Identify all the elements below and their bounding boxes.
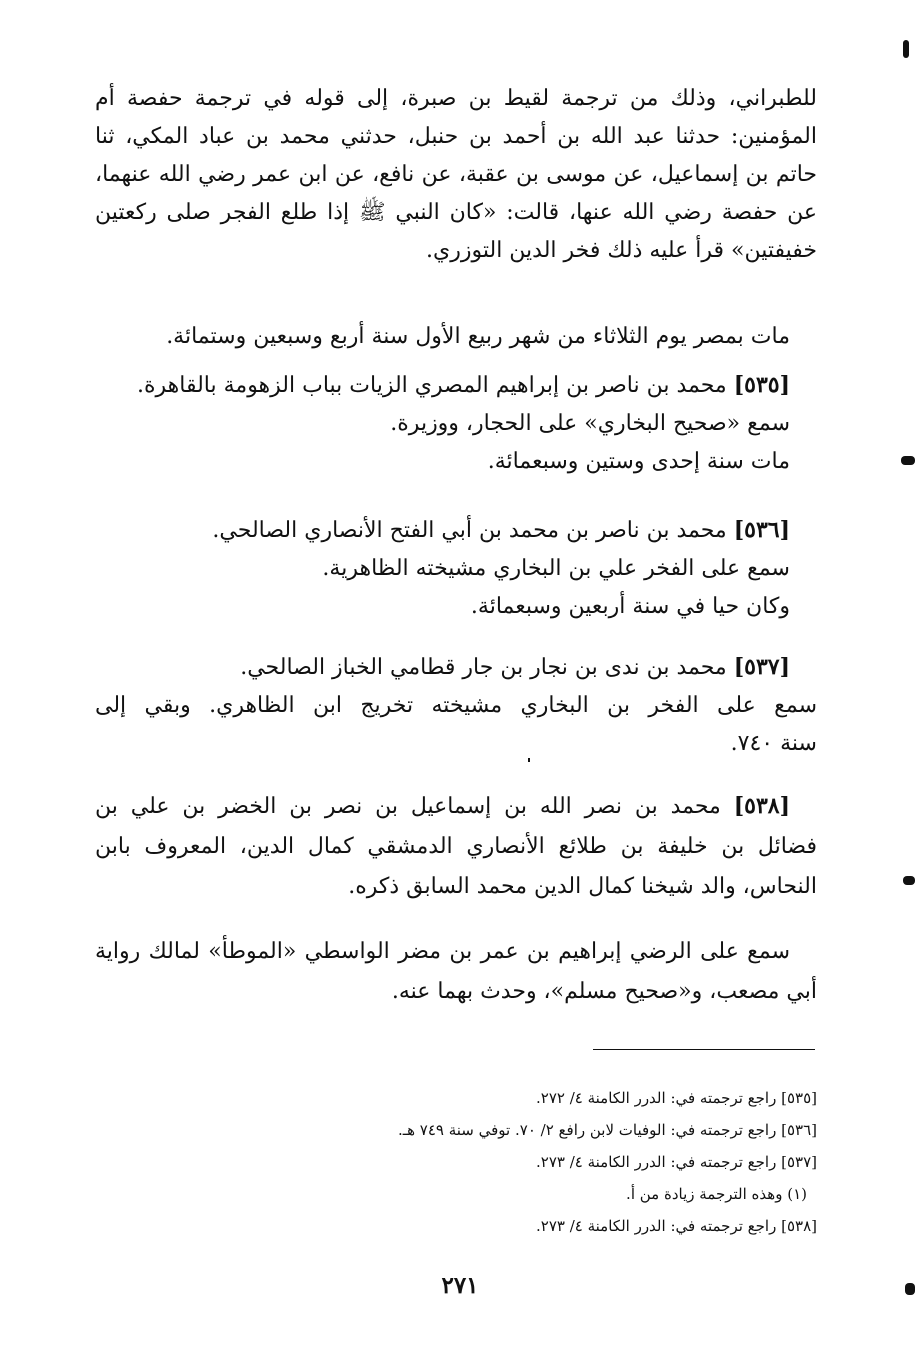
death-note — [95, 318, 790, 356]
scan-edge-mark — [903, 40, 909, 58]
text-line: خفيفتين» قرأ عليه ذلك فخر الدين التوزري. — [426, 238, 817, 263]
footnote: [٥٣٦] راجع ترجمته في: الوفيات لابن رافع ٢/ ٧٠. توفي سنة ٧٤٩ هـ. — [397, 1121, 817, 1139]
text-line: للطبراني، وذلك من ترجمة لقيط بن صبرة، إلى قوله في ترجمة حفصة أم — [95, 86, 817, 111]
text-line: مات سنة إحدى وستين وسبعمائة. — [487, 449, 790, 474]
text-line: النحاس، والد شيخنا كمال الدين محمد السابق ذكره. — [348, 874, 817, 899]
entry-538 — [95, 786, 817, 907]
entry-title: محمد بن ندى بن نجار بن جار قطامي الخباز الصالحي. — [240, 655, 727, 680]
entry-535 — [95, 366, 790, 481]
scan-edge-mark — [903, 876, 915, 885]
text-line: سمع «صحيح البخاري» على الحجار، ووزيرة. — [390, 411, 790, 436]
entry-heading — [95, 786, 817, 827]
text-line: المؤمنين: حدثنا عبد الله بن أحمد بن حنبل، حدثني محمد بن عباد المكي، ثنا — [95, 124, 817, 149]
entry-heading — [95, 366, 790, 405]
footnote: [٥٣٨] راجع ترجمته في: الدرر الكامنة ٤/ ٢٧٣. — [536, 1217, 817, 1235]
footnotes — [330, 1082, 817, 1242]
entry-heading — [95, 511, 790, 550]
text-line: حاتم بن إسماعيل، عن موسى بن عقبة، عن نافع، عن ابن عمر رضي الله عنهما، — [95, 162, 817, 187]
entry-title: محمد بن ناصر بن محمد بن أبي الفتح الأنصاري الصالحي. — [212, 518, 727, 543]
entry-title: محمد بن نصر الله بن إسماعيل بن نصر بن الخضر بن علي بن — [95, 794, 721, 819]
page-number: ٢٧١ — [441, 1272, 479, 1299]
text-line: سمع على الرضي إبراهيم بن عمر بن مضر الواسطي «الموطأ» لمالك رواية — [95, 939, 790, 964]
footnote: [٥٣٧] راجع ترجمته في: الدرر الكامنة ٤/ ٢٧٣. — [536, 1153, 817, 1171]
text-line: سمع على الفخر علي بن البخاري مشيخته الظاهرية. — [322, 556, 790, 581]
entry-title: محمد بن ناصر بن إبراهيم المصري الزيات بباب الزهومة بالقاهرة. — [137, 373, 727, 398]
entry-number: [٥٣٥] — [733, 372, 790, 398]
scan-edge-mark — [905, 1283, 915, 1295]
entry-number: [٥٣٧] — [733, 654, 790, 680]
scan-speck — [528, 758, 530, 762]
entry-number: [٥٣٨] — [733, 793, 790, 819]
final-paragraph — [95, 932, 817, 1012]
text-line: سنة ٧٤٠. — [730, 731, 817, 756]
footnote: (١) وهذه الترجمة زيادة من أ. — [626, 1185, 807, 1203]
footnote: [٥٣٥] راجع ترجمته في: الدرر الكامنة ٤/ ٢٧٢. — [536, 1089, 817, 1107]
footnote-divider — [593, 1049, 815, 1050]
text-line: وكان حيا في سنة أربعين وسبعمائة. — [470, 594, 790, 619]
text-line: مات بمصر يوم الثلاثاء من شهر ربيع الأول سنة أربع وسبعين وستمائة. — [166, 324, 790, 349]
text-line: عن حفصة رضي الله عنها، قالت: «كان النبي ﷺ إذا طلع الفجر صلى ركعتين — [95, 200, 817, 225]
text-line: فضائل بن خليفة بن طلائع الأنصاري الدمشقي كمال الدين، المعروف بابن — [95, 834, 817, 859]
scan-edge-mark — [901, 456, 915, 465]
entry-number: [٥٣٦] — [733, 517, 790, 543]
entry-536 — [95, 511, 790, 626]
top-paragraph — [95, 80, 817, 270]
text-line: سمع على الفخر بن البخاري مشيخته تخريج ابن الظاهري. وبقي إلى — [95, 693, 817, 718]
text-line: أبي مصعب، و«صحيح مسلم»، وحدث بهما عنه. — [391, 979, 817, 1004]
entry-heading — [95, 648, 817, 687]
entry-537 — [95, 648, 817, 763]
